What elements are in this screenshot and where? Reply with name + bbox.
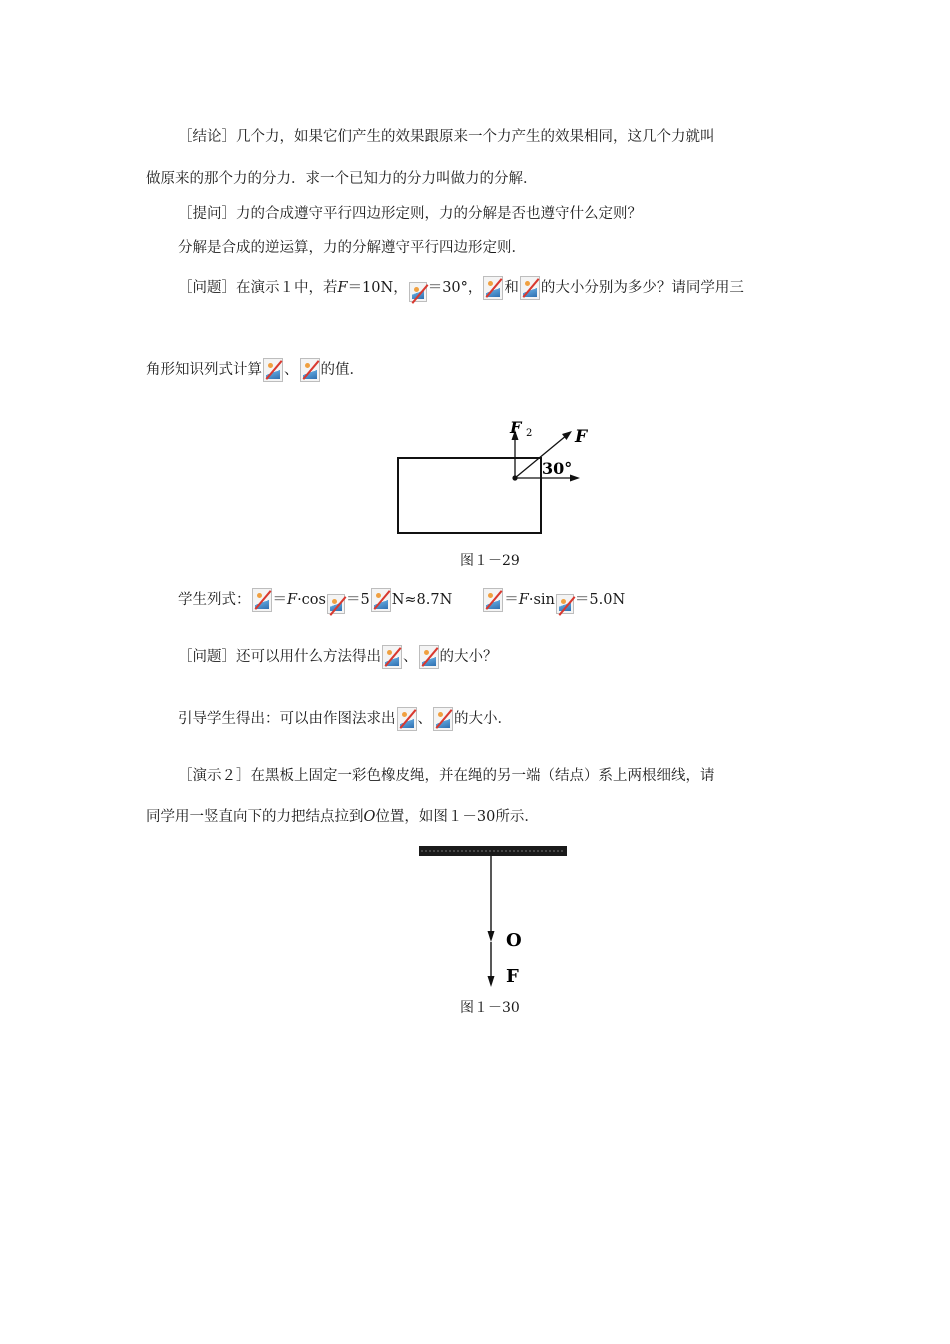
text: ·cos (297, 592, 326, 608)
paragraph-demo2-line1: ［演示２］在黑板上固定一彩色橡皮绳，并在绳的另一端（结点）系上两根细线，请 (178, 768, 715, 784)
knot-point (512, 475, 517, 480)
text: ＝5 (345, 592, 370, 608)
text: 学生列式： (178, 592, 251, 608)
f-label: F (506, 966, 519, 987)
text: 角形知识列式计算 (146, 362, 262, 378)
broken-image-icon (397, 707, 417, 731)
text: 、 (284, 362, 299, 378)
text: 的值． (320, 362, 364, 378)
text: ＝ (504, 592, 519, 608)
paragraph-guide (178, 707, 512, 731)
text: 和 (504, 280, 519, 296)
text: ［问题］还可以用什么方法得出 (178, 649, 381, 665)
paragraph-conclusion-line2: 做原来的那个力的分力．求一个已知力的分力叫做力的分解． (146, 171, 538, 187)
text: ＝30°， (427, 280, 483, 296)
broken-image-icon (252, 588, 272, 612)
force-symbol: F (287, 592, 298, 608)
text: ＝ (272, 592, 287, 608)
text: 、 (403, 649, 418, 665)
broken-image-icon (382, 645, 402, 669)
figure-1-30-caption: 图１－30 (460, 1000, 520, 1016)
o-arrow-head (488, 931, 495, 942)
text: ·sin (528, 592, 555, 608)
broken-image-icon (409, 282, 427, 302)
broken-image-icon (263, 358, 283, 382)
text: ［问题］在演示１中，若 (178, 280, 338, 296)
paragraph-problem-line2 (146, 358, 364, 382)
broken-image-icon (556, 594, 574, 614)
paragraph-student-formula (178, 588, 625, 614)
figure-1-29 (385, 410, 605, 545)
broken-image-icon (300, 358, 320, 382)
figure-1-29-caption: 图１－29 (460, 553, 520, 569)
figure-1-30 (415, 843, 575, 993)
text: 同学用一竖直向下的力把结点拉到 (146, 809, 364, 825)
text: 的大小？ (439, 649, 498, 665)
f-label: F (575, 427, 588, 447)
text: 的大小分别为多少？请同学用三 (540, 280, 744, 296)
text: 的大小． (454, 711, 512, 727)
block-rectangle (398, 458, 541, 533)
broken-image-icon (327, 594, 345, 614)
f-arrow-head (488, 976, 495, 987)
text: ＝10N， (347, 280, 408, 296)
broken-image-icon (483, 588, 503, 612)
broken-image-icon (520, 276, 540, 300)
f2-label: F (510, 418, 522, 437)
paragraph-question: ［提问］力的合成遵守平行四边形定则，力的分解是否也遵守什么定则？ (178, 206, 642, 222)
paragraph-problem-line1 (178, 276, 744, 302)
text: 、 (417, 711, 432, 727)
paragraph-demo2-line2 (146, 806, 539, 828)
broken-image-icon (419, 645, 439, 669)
text: 位置，如图１－30所示． (375, 809, 539, 825)
force-symbol: F (518, 592, 529, 608)
paragraph-conclusion-line1: ［结论］几个力，如果它们产生的效果跟原来一个力产生的效果相同，这几个力就叫 (178, 129, 715, 145)
point-o-symbol: O (363, 809, 376, 825)
broken-image-icon (483, 276, 503, 300)
broken-image-icon (433, 707, 453, 731)
text: N≈8.7N (391, 592, 453, 608)
broken-image-icon (371, 588, 391, 612)
f2-subscript: 2 (526, 428, 533, 439)
force-symbol: F (337, 280, 348, 296)
paragraph-question-method (178, 645, 498, 669)
paragraph-answer: 分解是合成的逆运算，力的分解遵守平行四边形定则． (178, 240, 526, 256)
text: ＝5.0N (574, 592, 626, 608)
o-label: O (506, 930, 522, 951)
text: 引导学生得出：可以由作图法求出 (178, 711, 396, 727)
angle-label: 30° (542, 459, 573, 478)
